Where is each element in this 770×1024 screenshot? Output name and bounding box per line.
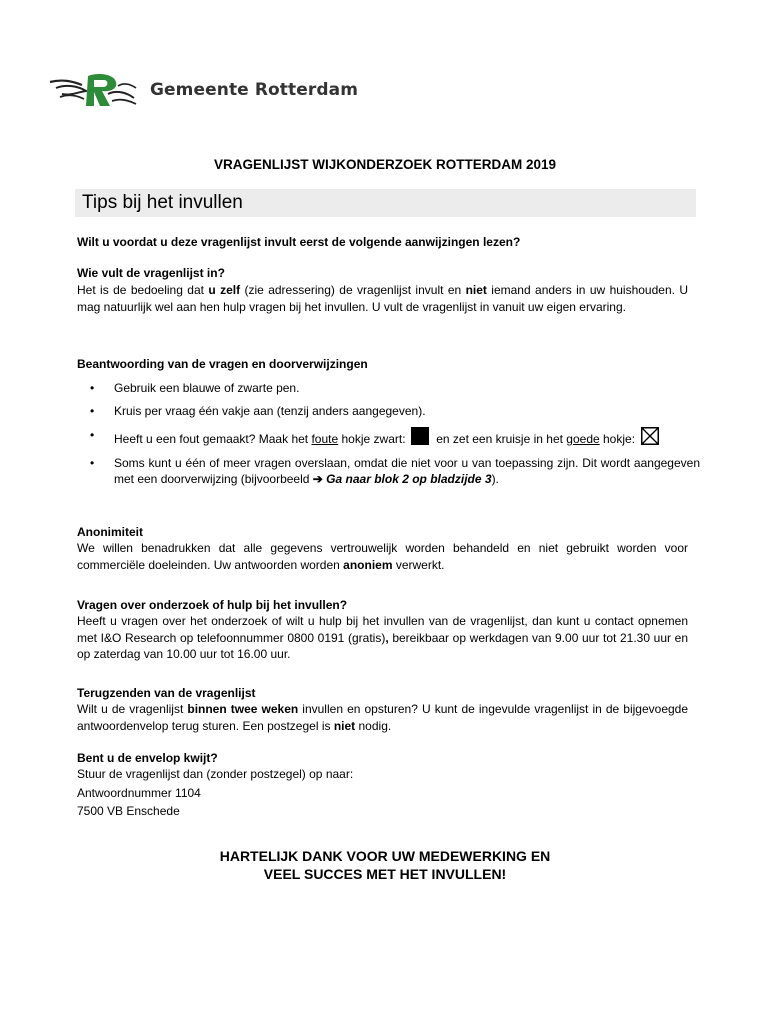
envelope-line: 7500 VB Enschede (77, 804, 180, 818)
list-item: • Soms kunt u één of meer vragen overslaan, omdat die niet voor u van toepassing zijn. Dit wordt aangegeven met een doorverwijzing (bijvoorbeeld ➔ Ga naar blok 2 op bladzijde 3). (90, 455, 700, 487)
anonymity-paragraph: We willen benadrukken dat alle gegevens vertrouwelijk worden behandeld en niet gebruikt worden voor commerciële doeleinden. Uw antwoorden worden anoniem verwerkt. (77, 541, 688, 572)
envelope-line: Antwoordnummer 1104 (77, 786, 201, 800)
return-heading: Terugzenden van de vragenlijst (77, 686, 256, 700)
return-paragraph: Wilt u de vragenlijst binnen twee weken invullen en opsturen? U kunt de ingevulde vragenlijst in de bijgevoegde antwoordenvelop terug sturen. Een postzegel is niet nodig. (77, 702, 689, 733)
list-item: • Kruis per vraag één vakje aan (tenzij anders aangegeven). (90, 403, 700, 419)
list-item: • Gebruik een blauwe of zwarte pen. (90, 380, 700, 396)
help-heading: Vragen over onderzoek of hulp bij het invullen? (77, 598, 348, 612)
intro-text: Wilt u voordat u deze vragenlijst invult eerst de volgende aanwijzingen lezen? (77, 235, 521, 249)
crossed-box-icon (641, 427, 659, 445)
logo-text: Gemeente Rotterdam (150, 80, 359, 100)
list-item: • Heeft u een fout gemaakt? Maak het foute hokje zwart: en zet een kruisje in het goede hokje: (90, 427, 700, 447)
section-title: Tips bij het invullen (82, 192, 243, 213)
instruction-list (90, 380, 700, 487)
anonymity-heading: Anonimiteit (77, 525, 143, 539)
who-heading: Wie vult de vragenlijst in? (77, 266, 225, 280)
answering-heading: Beantwoording van de vragen en doorverwijzingen (77, 357, 368, 371)
closing-message (0, 847, 770, 883)
section-header (75, 189, 696, 217)
envelope-line: Stuur de vragenlijst dan (zonder postzegel) op naar: (77, 767, 354, 781)
arrow-right-icon: ➔ (312, 472, 323, 486)
closing-line: HARTELIJK DANK VOOR UW MEDEWERKING EN (219, 848, 551, 864)
rotterdam-r-logo-icon (48, 70, 140, 110)
black-box-icon (411, 427, 429, 445)
who-paragraph: Het is de bedoeling dat u zelf (zie adressering) de vragenlijst invult en niet iemand anders in uw huishouden. U mag natuurlijk wel aan hen hulp vragen bij het invullen. U vult de vragenlijst in vanuit uw eigen ervaring. (77, 283, 689, 314)
help-paragraph: Heeft u vragen over het onderzoek of wilt u hulp bij het invullen van de vragenlijst, dan kunt u contact opnemen met I&O Research op telefoonnummer 0800 0191 (gratis), bereikbaar op werkdagen van 9.00 uur tot 21.30 uur en op zaterdag van 10.00 uur tot 16.00 uur. (77, 614, 688, 661)
closing-line: VEEL SUCCES MET HET INVULLEN! (263, 866, 507, 882)
document-title: VRAGENLIJST WIJKONDERZOEK ROTTERDAM 2019 (213, 157, 557, 172)
envelope-heading: Bent u de envelop kwijt? (77, 751, 218, 765)
logo (48, 70, 358, 110)
